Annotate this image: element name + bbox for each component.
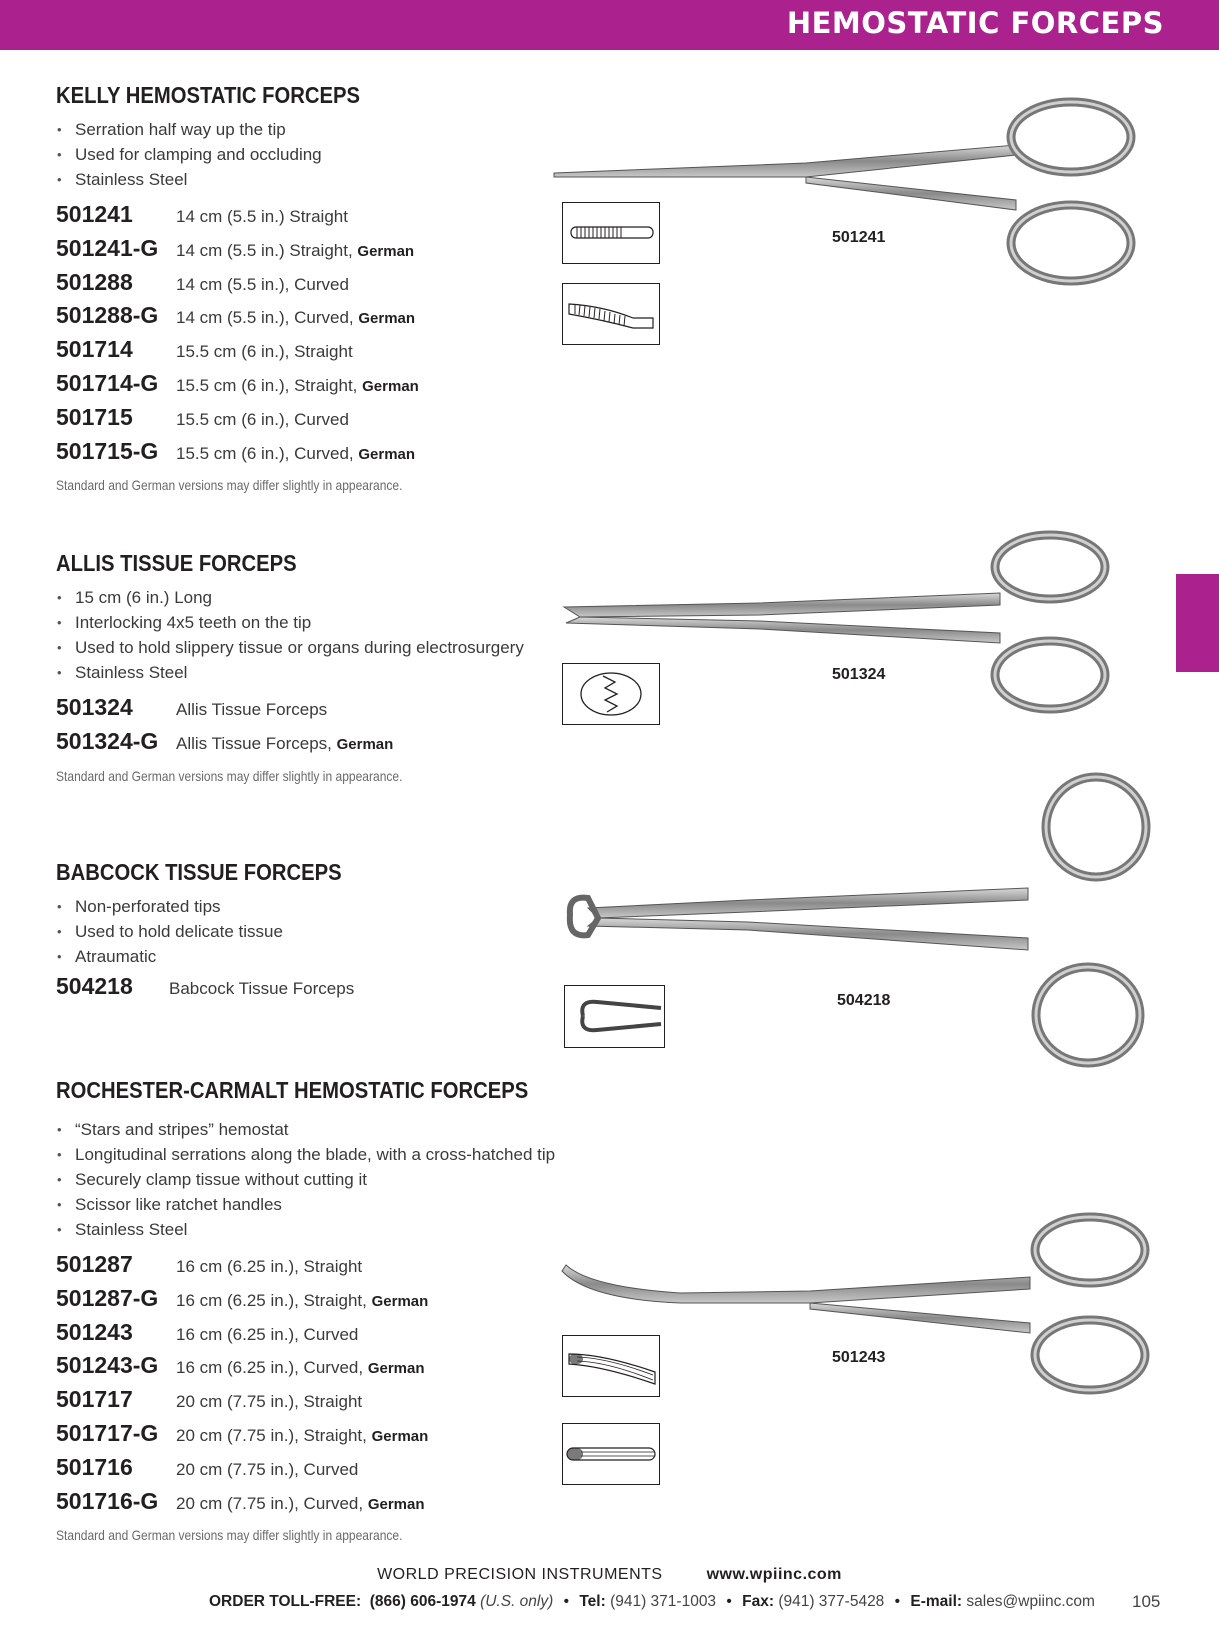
product-code: 501716 xyxy=(56,1453,133,1480)
page-number: 105 xyxy=(1132,1592,1161,1611)
product-code: 501288 xyxy=(56,268,133,295)
product-code: 501324 xyxy=(56,694,133,720)
product-desc: 20 cm (7.75 in.), Curved, German xyxy=(176,1493,425,1513)
feature-list xyxy=(56,585,524,685)
product-row xyxy=(56,1420,593,1454)
product-row xyxy=(56,1285,593,1319)
babcock-section xyxy=(56,859,381,1007)
section-title: ALLIS TISSUE FORCEPS xyxy=(56,550,297,576)
product-code: 501714 xyxy=(56,336,133,363)
section-title: ROCHESTER-CARMALT HEMOSTATIC FORCEPS xyxy=(56,1077,529,1103)
feature-list xyxy=(56,117,459,192)
product-code: 501717 xyxy=(56,1386,133,1413)
product-code: 501243 xyxy=(56,1318,133,1345)
product-row xyxy=(56,694,524,728)
product-desc: Babcock Tissue Forceps xyxy=(169,979,355,998)
photo-ref-label: 501324 xyxy=(832,666,886,683)
product-desc: 15.5 cm (6 in.), Curved xyxy=(176,409,349,429)
product-desc: 14 cm (5.5 in.), Curved xyxy=(176,274,349,294)
page-title: HEMOSTATIC FORCEPS xyxy=(786,6,1164,40)
list-item: • Atraumatic xyxy=(56,944,381,969)
product-row xyxy=(56,728,524,762)
product-desc: Allis Tissue Forceps, German xyxy=(176,733,394,753)
product-row xyxy=(56,201,459,235)
header-bar xyxy=(0,0,1219,50)
order-label: ORDER TOLL-FREE: xyxy=(209,1593,362,1610)
order-number: (866) 606-1974 xyxy=(369,1593,476,1610)
product-row xyxy=(56,438,459,472)
fax-label: Fax: xyxy=(742,1593,774,1610)
separator-dot: • xyxy=(894,1593,901,1610)
list-item: • 15 cm (6 in.) Long xyxy=(56,585,524,610)
curved-tip-detail xyxy=(562,283,660,345)
allis-section xyxy=(56,550,524,784)
product-desc: 15.5 cm (6 in.), Straight, German xyxy=(176,375,419,395)
curved-serration-tip-detail xyxy=(562,1335,660,1397)
straight-tip-detail xyxy=(562,202,660,264)
product-row xyxy=(56,1386,593,1420)
list-item: • Stainless Steel xyxy=(56,167,459,192)
email-label: E-mail: xyxy=(910,1593,963,1610)
section-title: BABCOCK TISSUE FORCEPS xyxy=(56,859,342,885)
fax-number: (941) 377-5428 xyxy=(778,1593,885,1610)
website-link[interactable]: www.wpiinc.com xyxy=(706,1566,842,1583)
product-row xyxy=(56,269,459,303)
separator-dot: • xyxy=(726,1593,732,1610)
product-code: 504218 xyxy=(56,973,133,999)
product-desc: 16 cm (6.25 in.), Curved xyxy=(176,1324,359,1344)
product-desc: 14 cm (5.5 in.), Curved, German xyxy=(176,308,416,328)
email-link[interactable]: sales@wpiinc.com xyxy=(966,1593,1095,1610)
product-desc: 20 cm (7.75 in.), Curved xyxy=(176,1459,359,1479)
kelly-forceps-image xyxy=(546,85,1166,300)
product-code: 501716-G xyxy=(56,1487,159,1514)
list-item: • Used to hold delicate tissue xyxy=(56,919,381,944)
product-desc: 14 cm (5.5 in.) Straight, German xyxy=(176,240,415,260)
product-row xyxy=(56,1488,593,1522)
product-row xyxy=(56,1454,593,1488)
list-item: • Securely clamp tissue without cutting it xyxy=(56,1167,593,1192)
product-desc: 20 cm (7.75 in.), Straight xyxy=(176,1392,363,1412)
product-row xyxy=(56,973,381,1007)
list-item: • Interlocking 4x5 teeth on the tip xyxy=(56,610,524,635)
product-code: 501287-G xyxy=(56,1284,159,1311)
product-row xyxy=(56,235,459,269)
list-item: • Longitudinal serrations along the blade, with a cross-hatched tip xyxy=(56,1142,593,1167)
product-desc: 20 cm (7.75 in.), Straight, German xyxy=(176,1425,429,1445)
feature-list xyxy=(56,894,381,969)
rochester-section xyxy=(56,1077,593,1543)
separator-dot: • xyxy=(563,1593,570,1610)
product-code: 501241-G xyxy=(56,234,159,261)
list-item: • Used for clamping and occluding xyxy=(56,142,459,167)
photo-ref-label: 501243 xyxy=(832,1349,886,1366)
list-item: • Stainless Steel xyxy=(56,660,524,685)
product-code: 501241 xyxy=(56,201,133,227)
appearance-note: Standard and German versions may differ slightly in appearance. xyxy=(56,1527,403,1544)
product-row xyxy=(56,1352,593,1386)
product-code: 501717-G xyxy=(56,1419,159,1446)
product-code: 501714-G xyxy=(56,369,159,396)
list-item: • Non-perforated tips xyxy=(56,894,381,919)
product-desc: 16 cm (6.25 in.), Straight xyxy=(176,1257,363,1276)
list-item: • Serration half way up the tip xyxy=(56,117,459,142)
product-code: 501715-G xyxy=(56,437,159,464)
footer-company-line xyxy=(0,1566,1219,1584)
product-row xyxy=(56,404,459,438)
product-code: 501288-G xyxy=(56,302,159,329)
tel-label: Tel: xyxy=(579,1593,606,1610)
product-code: 501287 xyxy=(56,1251,133,1277)
babcock-tip-detail xyxy=(564,985,665,1048)
product-row xyxy=(56,302,459,336)
kelly-section xyxy=(56,82,459,493)
product-row xyxy=(56,1319,593,1353)
straight-serration-tip-detail xyxy=(562,1423,660,1485)
product-desc: 15.5 cm (6 in.), Straight xyxy=(176,342,353,362)
teeth-tip-detail xyxy=(562,663,660,725)
list-item: • “Stars and stripes” hemostat xyxy=(56,1117,593,1142)
appearance-note: Standard and German versions may differ slightly in appearance. xyxy=(56,767,403,784)
company-name: WORLD PRECISION INSTRUMENTS xyxy=(377,1566,663,1583)
product-desc: 14 cm (5.5 in.) Straight xyxy=(176,207,348,226)
product-desc: 16 cm (6.25 in.), Curved, German xyxy=(176,1358,425,1378)
photo-ref-label: 501241 xyxy=(832,229,886,246)
section-title: KELLY HEMOSTATIC FORCEPS xyxy=(56,82,361,108)
product-row xyxy=(56,1251,593,1285)
product-list xyxy=(56,973,381,1007)
product-list xyxy=(56,694,524,762)
list-item: • Stainless Steel xyxy=(56,1217,593,1242)
footer-contact-line xyxy=(209,1593,1095,1611)
product-desc: 16 cm (6.25 in.), Straight, German xyxy=(176,1290,429,1310)
product-desc: 15.5 cm (6 in.), Curved, German xyxy=(176,443,416,463)
tel-number: (941) 371-1003 xyxy=(610,1593,717,1610)
appearance-note: Standard and German versions may differ slightly in appearance. xyxy=(56,477,403,494)
feature-list xyxy=(56,1117,593,1242)
section-tab xyxy=(1176,574,1219,672)
photo-ref-label: 504218 xyxy=(837,992,891,1009)
product-list xyxy=(56,201,459,471)
product-row xyxy=(56,336,459,370)
product-desc: Allis Tissue Forceps xyxy=(176,700,328,719)
product-code: 501324-G xyxy=(56,727,159,754)
product-list xyxy=(56,1251,593,1521)
product-code: 501243-G xyxy=(56,1352,159,1379)
product-code: 501715 xyxy=(56,403,133,430)
product-row xyxy=(56,370,459,404)
list-item: • Scissor like ratchet handles xyxy=(56,1192,593,1217)
list-item: • Used to hold slippery tissue or organs during electrosurgery xyxy=(56,635,524,660)
order-note: (U.S. only) xyxy=(480,1593,554,1610)
